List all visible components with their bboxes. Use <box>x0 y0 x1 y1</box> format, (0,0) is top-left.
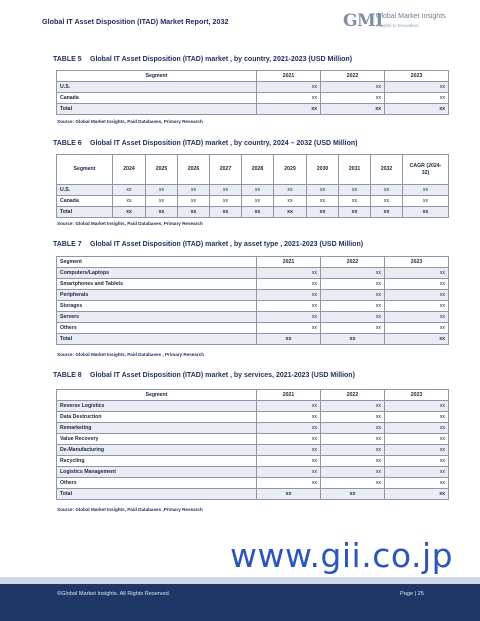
table-cell: xx <box>321 312 385 323</box>
column-header: 2023 <box>385 71 449 82</box>
table-cell: xx <box>385 290 449 301</box>
row-label: Storages <box>57 301 257 312</box>
table-number: TABLE 5 <box>53 56 82 63</box>
table-cell: xx <box>321 93 385 104</box>
table-6-title <box>53 140 357 147</box>
column-header: 2032 <box>371 155 403 185</box>
table-total-row <box>57 334 449 345</box>
table-cell: xx <box>257 401 321 412</box>
column-header: 2027 <box>210 155 242 185</box>
table-cell: xx <box>257 434 321 445</box>
table-cell: xx <box>146 196 178 207</box>
row-label: U.S. <box>57 82 257 93</box>
table-8 <box>56 389 449 500</box>
table-cell: xx <box>321 401 385 412</box>
table-cell: xx <box>321 301 385 312</box>
table-cell: xx <box>242 207 274 218</box>
row-label: Remarketing <box>57 423 257 434</box>
row-label: Servers <box>57 312 257 323</box>
row-label: Others <box>57 323 257 334</box>
table-row <box>57 456 449 467</box>
table-cell: xx <box>321 323 385 334</box>
table-cell: xx <box>339 207 371 218</box>
table-cell: xx <box>257 104 321 115</box>
table-header-row <box>57 257 449 268</box>
column-header: Segment <box>57 155 113 185</box>
row-label: Value Recovery <box>57 434 257 445</box>
table-cell: xx <box>321 334 385 345</box>
table-7-title <box>53 241 363 248</box>
table-cell: xx <box>257 489 321 500</box>
table-cell: xx <box>210 207 242 218</box>
table-cell: xx <box>385 401 449 412</box>
column-header: Segment <box>57 257 257 268</box>
table-row <box>57 93 449 104</box>
column-header: 2021 <box>257 71 321 82</box>
logo-name: Global Market Insights <box>376 13 446 20</box>
table-row <box>57 467 449 478</box>
table-cell: xx <box>385 82 449 93</box>
table-cell: xx <box>385 489 449 500</box>
table-cell: xx <box>113 196 146 207</box>
footer-band <box>0 577 480 584</box>
table-row <box>57 323 449 334</box>
row-label: Total <box>57 334 257 345</box>
row-label: Canada <box>57 196 113 207</box>
column-header: 2029 <box>274 155 307 185</box>
table-cell: xx <box>257 82 321 93</box>
table-cell: xx <box>321 268 385 279</box>
table-row <box>57 423 449 434</box>
table-cell: xx <box>274 207 307 218</box>
table-cell: xx <box>257 93 321 104</box>
table-cell: xx <box>403 196 449 207</box>
row-label: De-Manufacturing <box>57 445 257 456</box>
column-header: 2022 <box>321 257 385 268</box>
table-cell: xx <box>339 185 371 196</box>
column-header: 2022 <box>321 390 385 401</box>
report-title: Global IT Asset Disposition (ITAD) Market Report, 2032 <box>42 17 229 26</box>
row-label: Smartphones and Tablets <box>57 279 257 290</box>
row-label: Peripherals <box>57 290 257 301</box>
gmi-logo <box>343 10 446 34</box>
table-cell: xx <box>403 185 449 196</box>
table-cell: xx <box>321 434 385 445</box>
table-cell: xx <box>385 445 449 456</box>
row-label: Others <box>57 478 257 489</box>
table-row <box>57 401 449 412</box>
table-number: TABLE 7 <box>53 241 82 248</box>
table-cell: xx <box>274 185 307 196</box>
table-cell: xx <box>178 207 210 218</box>
table-cell: xx <box>321 478 385 489</box>
table-cell: xx <box>307 207 339 218</box>
table-cell: xx <box>307 185 339 196</box>
table-cell: xx <box>385 478 449 489</box>
watermark-url: www.gii.co.jp <box>230 536 454 575</box>
column-header: 2026 <box>178 155 210 185</box>
row-label: Data Destruction <box>57 412 257 423</box>
table-cell: xx <box>321 467 385 478</box>
table-cell: xx <box>321 290 385 301</box>
table-cell: xx <box>321 279 385 290</box>
logo-mark: GMI <box>343 11 383 31</box>
table-caption: Global IT Asset Disposition (ITAD) market , by country, 2024 – 2032 (USD Million) <box>90 140 358 147</box>
table-cell: xx <box>385 301 449 312</box>
table-cell: xx <box>257 423 321 434</box>
table-8-title <box>53 372 355 379</box>
row-label: Reverse Logistics <box>57 401 257 412</box>
table-cell: xx <box>385 467 449 478</box>
logo-tagline: Insights to Innovation <box>376 23 419 28</box>
row-label: Logistics Management <box>57 467 257 478</box>
table-cell: xx <box>385 93 449 104</box>
table-cell: xx <box>210 185 242 196</box>
table-cell: xx <box>385 104 449 115</box>
table-row <box>57 279 449 290</box>
column-header: Segment <box>57 71 257 82</box>
column-header: 2031 <box>339 155 371 185</box>
table-cell: xx <box>146 185 178 196</box>
table-cell: xx <box>257 412 321 423</box>
table-caption: Global IT Asset Disposition (ITAD) market , by services, 2021-2023 (USD Million) <box>90 372 355 379</box>
table-row <box>57 445 449 456</box>
table-cell: xx <box>385 412 449 423</box>
column-header: 2023 <box>385 257 449 268</box>
page-header <box>0 0 480 40</box>
table-5 <box>56 70 449 115</box>
table-6 <box>56 154 449 218</box>
column-header: 2028 <box>242 155 274 185</box>
table-cell: xx <box>385 423 449 434</box>
table-total-row <box>57 207 449 218</box>
table-total-row <box>57 104 449 115</box>
page-footer <box>0 577 480 621</box>
column-header: 2023 <box>385 390 449 401</box>
table-cell: xx <box>371 207 403 218</box>
table-cell: xx <box>146 207 178 218</box>
table-row <box>57 412 449 423</box>
table-number: TABLE 6 <box>53 140 82 147</box>
table-cell: xx <box>257 478 321 489</box>
table-cell: xx <box>307 196 339 207</box>
table-cell: xx <box>321 82 385 93</box>
table-cell: xx <box>321 456 385 467</box>
table-cell: xx <box>257 445 321 456</box>
table-cell: xx <box>257 312 321 323</box>
table-row <box>57 185 449 196</box>
table-header-row <box>57 390 449 401</box>
table-cell: xx <box>242 196 274 207</box>
table-row <box>57 196 449 207</box>
row-label: Total <box>57 104 257 115</box>
table-cell: xx <box>385 456 449 467</box>
table-caption: Global IT Asset Disposition (ITAD) market , by asset type , 2021-2023 (USD Million) <box>90 241 364 248</box>
table-row <box>57 478 449 489</box>
column-header: CAGR (2024-32) <box>403 155 449 185</box>
table-cell: xx <box>321 489 385 500</box>
table-row <box>57 268 449 279</box>
column-header: 2021 <box>257 257 321 268</box>
column-header: 2024 <box>113 155 146 185</box>
row-label: Total <box>57 489 257 500</box>
table-cell: xx <box>257 334 321 345</box>
table-cell: xx <box>257 456 321 467</box>
table-source: Source: Global Market Insights, Paid Databases ,Primary Research <box>57 507 203 512</box>
row-label: Total <box>57 207 113 218</box>
table-cell: xx <box>403 207 449 218</box>
table-cell: xx <box>257 301 321 312</box>
table-cell: xx <box>371 196 403 207</box>
table-cell: xx <box>385 268 449 279</box>
table-header-row <box>57 71 449 82</box>
row-label: Computers/Laptops <box>57 268 257 279</box>
table-cell: xx <box>321 412 385 423</box>
table-row <box>57 82 449 93</box>
table-row <box>57 290 449 301</box>
table-cell: xx <box>385 434 449 445</box>
table-caption: Global IT Asset Disposition (ITAD) market , by country, 2021-2023 (USD Million) <box>90 56 353 63</box>
table-cell: xx <box>385 334 449 345</box>
row-label: Recycling <box>57 456 257 467</box>
table-cell: xx <box>257 323 321 334</box>
row-label: U.S. <box>57 185 113 196</box>
column-header: 2030 <box>307 155 339 185</box>
table-cell: xx <box>257 279 321 290</box>
column-header: 2025 <box>146 155 178 185</box>
table-row <box>57 434 449 445</box>
table-cell: xx <box>371 185 403 196</box>
table-cell: xx <box>385 312 449 323</box>
table-cell: xx <box>274 196 307 207</box>
table-cell: xx <box>257 290 321 301</box>
column-header: 2022 <box>321 71 385 82</box>
table-cell: xx <box>385 323 449 334</box>
table-header-row <box>57 155 449 185</box>
table-5-title <box>53 56 352 63</box>
table-cell: xx <box>321 104 385 115</box>
table-cell: xx <box>257 467 321 478</box>
table-total-row <box>57 489 449 500</box>
table-7 <box>56 256 449 345</box>
table-cell: xx <box>321 445 385 456</box>
table-row <box>57 301 449 312</box>
table-cell: xx <box>178 196 210 207</box>
row-label: Canada <box>57 93 257 104</box>
page-number: Page | 25 <box>400 591 424 597</box>
footer-copyright: ©Global Market Insights. All Rights Reserved. <box>57 591 171 597</box>
table-source: Source: Global Market Insights, Paid Databases, Primary Research <box>57 119 203 124</box>
column-header: Segment <box>57 390 257 401</box>
table-cell: xx <box>113 207 146 218</box>
table-row <box>57 312 449 323</box>
table-cell: xx <box>321 423 385 434</box>
table-cell: xx <box>178 185 210 196</box>
table-cell: xx <box>242 185 274 196</box>
table-cell: xx <box>339 196 371 207</box>
column-header: 2021 <box>257 390 321 401</box>
table-number: TABLE 8 <box>53 372 82 379</box>
table-cell: xx <box>257 268 321 279</box>
table-cell: xx <box>113 185 146 196</box>
table-cell: xx <box>385 279 449 290</box>
table-source: Source: Global Market Insights, Paid Databases , Primary Research <box>57 352 205 357</box>
table-source: Source: Global Market Insights, Paid Databases, Primary Research <box>57 221 203 226</box>
table-cell: xx <box>210 196 242 207</box>
